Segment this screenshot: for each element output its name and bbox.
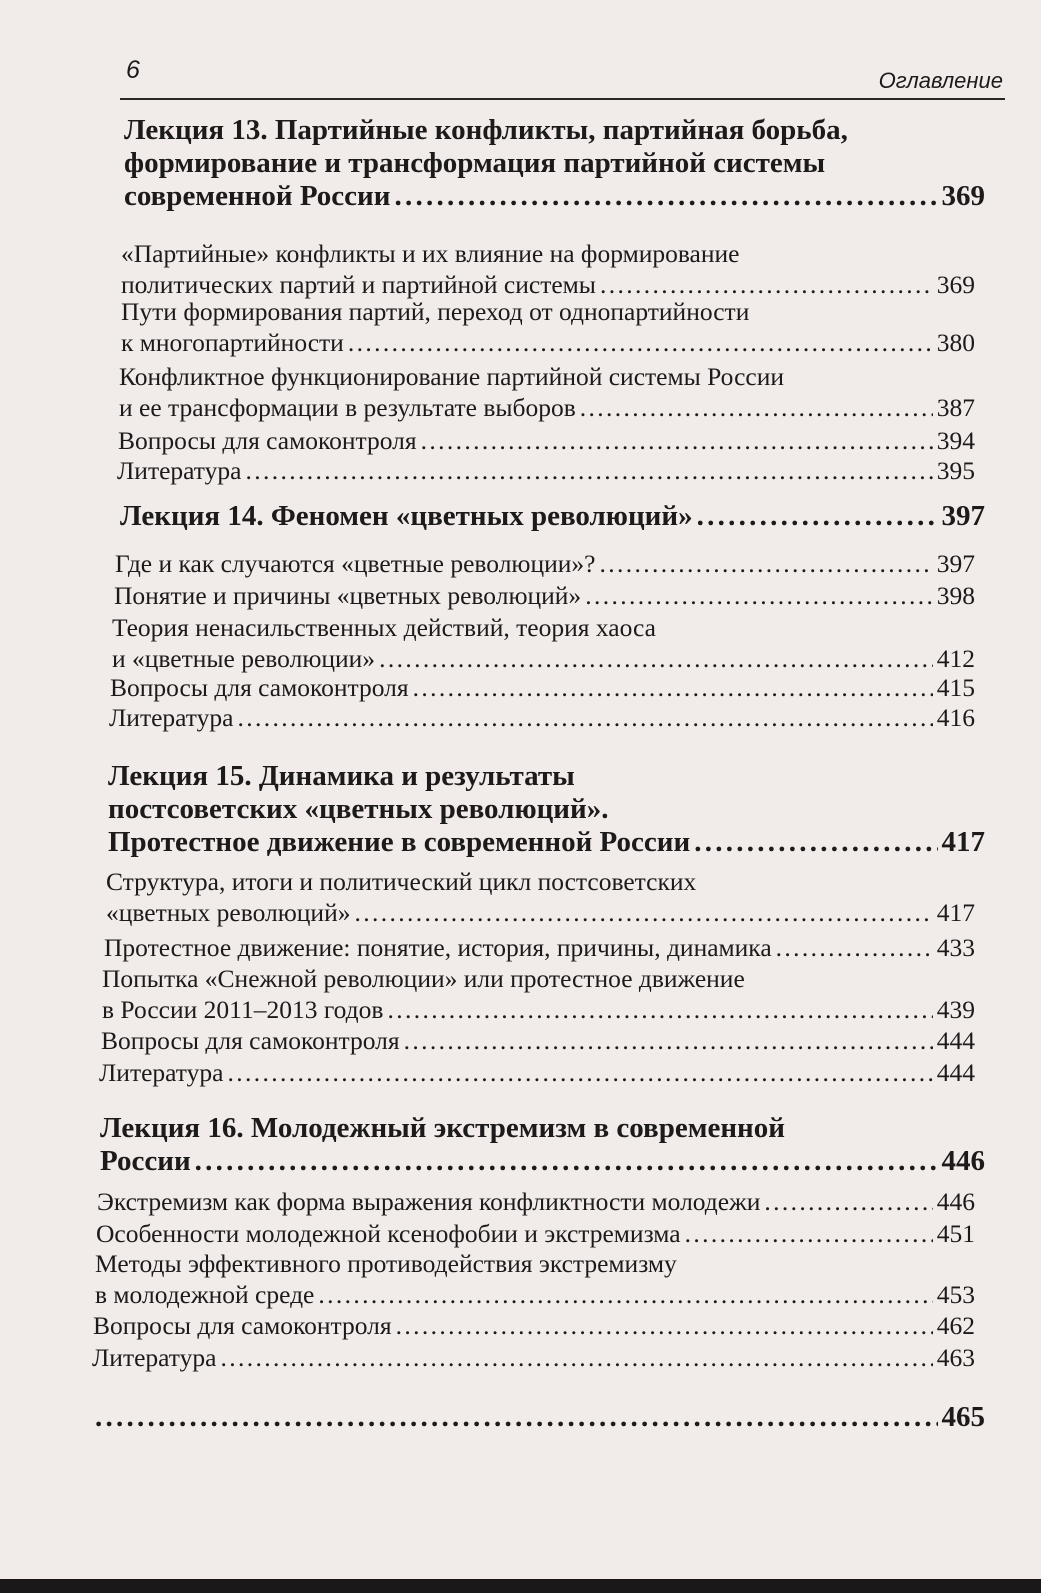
scan-edge xyxy=(0,1579,1041,1593)
toc-entry-text: Теория ненасильственных действий, теория хаоса xyxy=(112,613,656,642)
toc-entry-text: Экстремизм как форма выражения конфликтности молодежи xyxy=(97,1187,761,1216)
toc-entry-line xyxy=(95,1279,975,1310)
dot-leader xyxy=(348,327,933,358)
glossary-heading-line xyxy=(91,1401,985,1434)
toc-entry xyxy=(96,1218,975,1249)
toc-entry-line xyxy=(99,1057,975,1088)
toc-entry-line xyxy=(96,1218,975,1249)
toc-entry xyxy=(92,1342,975,1373)
dot-leader xyxy=(220,1342,932,1373)
lecture-heading-line xyxy=(108,760,985,793)
toc-entry xyxy=(109,702,975,733)
toc-entry-page-number: 462 xyxy=(936,1311,975,1340)
toc-entry-page-number: 415 xyxy=(936,673,975,702)
dot-leader xyxy=(245,455,932,486)
toc-entry-line xyxy=(106,897,975,928)
lecture-heading-page-number: 397 xyxy=(941,500,985,532)
toc-entry-line xyxy=(102,963,975,994)
toc-entry xyxy=(121,238,975,300)
dot-leader xyxy=(95,1401,938,1434)
dot-leader xyxy=(404,1025,933,1056)
toc-entry-text: Литература xyxy=(99,1058,224,1087)
toc-entry-page-number: 380 xyxy=(936,328,975,357)
toc-entry-text: Литература xyxy=(117,456,242,485)
lecture-heading xyxy=(124,114,985,213)
toc-entry-text: «цветных революций» xyxy=(106,898,351,927)
toc-entry xyxy=(114,580,975,611)
toc-entry-text: «Партийные» конфликты и их влияние на формирование xyxy=(121,239,740,268)
toc-entry-page-number: 394 xyxy=(936,426,975,455)
toc-entry-page-number: 398 xyxy=(936,581,975,610)
lecture-heading-page-number: 446 xyxy=(941,1145,985,1177)
toc-entry-line xyxy=(118,425,975,456)
dot-leader xyxy=(354,897,932,928)
running-title: Оглавление xyxy=(878,68,1003,93)
toc-entry-text: Попытка «Снежной революции» или протестное движение xyxy=(102,964,745,993)
toc-entry-text: Вопросы для самоконтроля xyxy=(118,426,417,455)
toc-entry-line xyxy=(119,392,975,423)
toc-entry xyxy=(117,455,975,486)
toc-entry-line xyxy=(92,1342,975,1373)
dot-leader xyxy=(697,500,938,533)
toc-entry-line xyxy=(115,548,975,579)
toc-entry xyxy=(99,1057,975,1088)
lecture-heading-text: Лекция 15. Динамика и результаты xyxy=(108,760,575,792)
toc-entry xyxy=(104,932,975,963)
toc-entry-line xyxy=(93,1310,975,1341)
dot-leader xyxy=(585,580,933,611)
toc-entry xyxy=(119,361,975,423)
dot-leader xyxy=(318,1279,932,1310)
lecture-heading-text: постсоветских «цветных революций». xyxy=(108,793,609,825)
toc-entry xyxy=(106,866,975,928)
dot-leader xyxy=(413,672,933,703)
page-number: 6 xyxy=(126,56,140,84)
lecture-heading-line xyxy=(124,147,985,180)
dot-leader xyxy=(394,180,937,213)
toc-entry-text: Структура, итоги и политический цикл постсоветских xyxy=(106,867,697,896)
toc-entry xyxy=(97,1186,975,1217)
toc-entry-line xyxy=(97,1186,975,1217)
toc-entry-text: и «цветные революции» xyxy=(112,644,376,673)
dot-leader xyxy=(764,1186,932,1217)
dot-leader xyxy=(776,932,933,963)
dot-leader xyxy=(227,1057,932,1088)
toc-entry-line xyxy=(121,296,975,327)
toc-entry-page-number: 453 xyxy=(936,1280,975,1309)
toc-entry-text: Вопросы для самоконтроля xyxy=(110,673,409,702)
toc-entry xyxy=(93,1310,975,1341)
toc-entry-text: в молодежной среде xyxy=(95,1280,315,1309)
toc-entry-page-number: 412 xyxy=(936,644,975,673)
toc-entry-page-number: 444 xyxy=(936,1058,975,1087)
toc-entry-text: Литература xyxy=(109,703,234,732)
toc-entry-text: Где и как случаются «цветные революции»? xyxy=(115,549,596,578)
toc-entry-text: Пути формирования партий, переход от однопартийности xyxy=(121,297,750,326)
toc-entry-page-number: 369 xyxy=(936,270,975,299)
toc-entry-line xyxy=(121,238,975,269)
toc-entry-text: политических партий и партийной системы xyxy=(121,270,596,299)
toc-entry-line xyxy=(102,994,975,1025)
toc-entry-text: Методы эффективного противодействия экстремизму xyxy=(95,1249,677,1278)
toc-entry-text: и ее трансформации в результате выборов xyxy=(119,393,576,422)
toc-entry-line xyxy=(95,1248,975,1279)
lecture-heading-text: формирование и трансформация партийной системы xyxy=(124,147,826,179)
lecture-heading-line xyxy=(108,793,985,826)
toc-entry-page-number: 416 xyxy=(936,703,975,732)
toc-entry-line xyxy=(112,612,975,643)
toc-entry-line xyxy=(101,1025,975,1056)
toc-entry-line xyxy=(121,327,975,358)
toc-entry xyxy=(112,612,975,674)
toc-entry xyxy=(121,296,975,358)
lecture-heading-text: России xyxy=(100,1145,191,1177)
toc-entry-line xyxy=(110,672,975,703)
dot-leader xyxy=(580,392,933,423)
dot-leader xyxy=(379,643,933,674)
toc-entry xyxy=(95,1248,975,1310)
toc-entry-text: Вопросы для самоконтроля xyxy=(101,1026,400,1055)
lecture-heading-page-number: 417 xyxy=(941,826,985,858)
lecture-heading-text: современной России xyxy=(124,180,391,212)
glossary-heading xyxy=(91,1401,985,1434)
lecture-heading-line xyxy=(100,1112,985,1145)
lecture-heading-text: Протестное движение в современной России xyxy=(108,826,691,858)
toc-entry-text: в России 2011–2013 годов xyxy=(102,995,384,1024)
lecture-heading-text: Лекция 16. Молодежный экстремизм в современной xyxy=(100,1112,785,1144)
toc-entry-page-number: 463 xyxy=(936,1343,975,1372)
toc-entry-text: к многопартийности xyxy=(121,328,344,357)
toc-entry-page-number: 446 xyxy=(936,1187,975,1216)
toc-entry-line xyxy=(109,702,975,733)
toc-entry-line xyxy=(104,932,975,963)
toc-entry-page-number: 397 xyxy=(936,549,975,578)
dot-leader xyxy=(599,548,932,579)
toc-entry xyxy=(101,1025,975,1056)
lecture-heading-line xyxy=(108,826,985,859)
toc-entry-page-number: 433 xyxy=(936,933,975,962)
toc-entry-page-number: 439 xyxy=(936,995,975,1024)
dot-leader xyxy=(396,1310,933,1341)
lecture-heading-page-number: 369 xyxy=(941,180,985,212)
toc-entry-text: Протестное движение: понятие, история, причины, динамика xyxy=(104,933,772,962)
dot-leader xyxy=(685,1218,933,1249)
lecture-heading-text: Лекция 14. Феномен «цветных революций» xyxy=(120,500,693,532)
dot-leader xyxy=(195,1145,938,1178)
lecture-heading xyxy=(108,760,985,859)
toc-entry-text: Особенности молодежной ксенофобии и экстремизма xyxy=(96,1219,681,1248)
toc-entry-text: Вопросы для самоконтроля xyxy=(93,1311,392,1340)
lecture-heading-line xyxy=(100,1145,985,1178)
toc-entry xyxy=(118,425,975,456)
toc-entry-text: Понятие и причины «цветных революций» xyxy=(114,581,582,610)
dot-leader xyxy=(421,425,933,456)
lecture-heading-line xyxy=(124,114,985,147)
toc-entry-line xyxy=(114,580,975,611)
toc-entry-page-number: 387 xyxy=(936,393,975,422)
lecture-heading xyxy=(100,1112,985,1178)
lecture-heading-line xyxy=(120,500,985,533)
dot-leader xyxy=(694,826,937,859)
toc-entry-page-number: 417 xyxy=(936,898,975,927)
toc-entry-page-number: 395 xyxy=(936,456,975,485)
toc-entry xyxy=(102,963,975,1025)
toc-entry-text: Конфликтное функционирование партийной системы России xyxy=(119,362,784,391)
toc-entry-line xyxy=(106,866,975,897)
toc-entry-page-number: 444 xyxy=(936,1026,975,1055)
toc-entry-line xyxy=(117,455,975,486)
toc-entry-text: Литература xyxy=(92,1343,217,1372)
toc-entry xyxy=(115,548,975,579)
toc-entry-line xyxy=(112,643,975,674)
toc-entry-line xyxy=(119,361,975,392)
glossary-heading-page-number: 465 xyxy=(941,1401,985,1433)
dot-leader xyxy=(387,994,932,1025)
lecture-heading-text: Лекция 13. Партийные конфликты, партийная борьба, xyxy=(124,114,848,146)
lecture-heading xyxy=(120,500,985,533)
toc-entry xyxy=(110,672,975,703)
dot-leader xyxy=(237,702,932,733)
toc-entry-page-number: 451 xyxy=(936,1219,975,1248)
lecture-heading-line xyxy=(124,180,985,213)
